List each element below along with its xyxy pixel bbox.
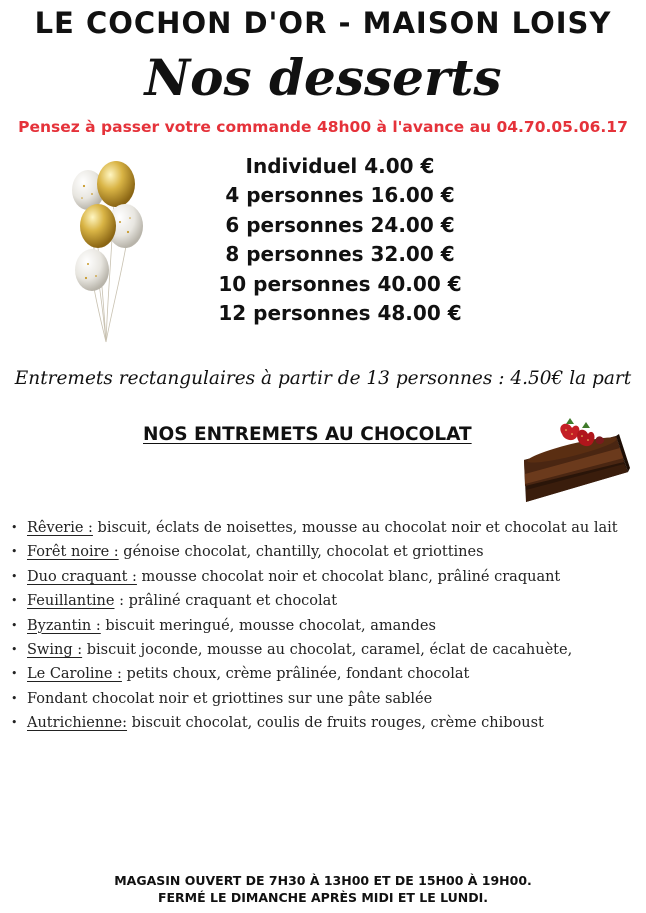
order-notice: Pensez à passer votre commande 48h00 à l'avance au 04.70.05.06.17 (18, 118, 628, 136)
dessert-name: Duo craquant : (27, 568, 137, 585)
list-item (11, 614, 624, 638)
list-item (11, 711, 624, 735)
dessert-name: Autrichienne: (27, 715, 128, 732)
balloons-icon (68, 160, 150, 345)
dessert-description: biscuit chocolat, coulis de fruits rouges, crème chiboust (127, 715, 544, 732)
list-item (11, 565, 624, 589)
list-item (11, 516, 624, 540)
dessert-description: : prâliné craquant et chocolat (114, 593, 338, 610)
dessert-description: petits choux, crème prâlinée, fondant chocolat (121, 666, 470, 683)
dessert-list (11, 516, 624, 736)
dessert-name: Forêt noire : (27, 544, 119, 561)
price-item: 6 personnes 24.00 € (225, 212, 455, 237)
section-heading: NOS ENTREMETS AU CHOCOLAT (143, 424, 472, 445)
bullet-icon: • (11, 716, 18, 730)
closing-days-line: FERMÉ LE DIMANCHE APRÈS MIDI ET LE LUNDI. (157, 890, 489, 905)
dessert-description: biscuit joconde, mousse au chocolat, caramel, éclat de cacahuète, (82, 642, 573, 659)
bullet-icon: • (11, 569, 18, 583)
dessert-description: biscuit meringué, mousse chocolat, amandes (100, 617, 436, 634)
bullet-icon: • (11, 594, 18, 608)
dessert-description: Fondant chocolat noir et griottines sur une pâte sablée (27, 690, 433, 707)
bullet-icon: • (11, 545, 18, 559)
price-item: 4 personnes 16.00 € (225, 183, 455, 208)
bullet-icon: • (11, 643, 18, 657)
list-item (11, 540, 624, 564)
list-item (11, 589, 624, 613)
list-item (11, 687, 624, 711)
dessert-name: Swing : (27, 642, 83, 659)
dessert-description: mousse chocolat noir et chocolat blanc, prâliné craquant (136, 568, 561, 585)
bullet-icon: • (11, 667, 18, 681)
rectangular-cakes-note: Entremets rectangulaires à partir de 13 personnes : 4.50€ la part (14, 368, 632, 389)
shop-name: LE COCHON D'OR - MAISON LOISY (34, 6, 612, 40)
dessert-name: Byzantin : (27, 617, 101, 634)
list-item (11, 638, 624, 662)
price-item: Individuel 4.00 € (245, 154, 435, 178)
list-item (11, 662, 624, 686)
chocolate-cake-icon (520, 414, 632, 504)
dessert-name: Rêverie : (27, 520, 93, 536)
dessert-name: Feuillantine (27, 593, 115, 610)
price-list (160, 152, 520, 328)
price-item: 12 personnes 48.00 € (218, 301, 462, 326)
bullet-icon: • (11, 691, 18, 705)
dessert-description: génoise chocolat, chantilly, chocolat et griottines (118, 544, 484, 561)
dessert-name: Le Caroline : (27, 666, 122, 683)
bullet-icon: • (11, 618, 18, 632)
opening-hours-line: MAGASIN OUVERT DE 7H30 À 13H00 ET DE 15H00 À 19H00. (114, 873, 532, 888)
bullet-icon: • (11, 521, 18, 534)
page-title: Nos desserts (144, 48, 502, 107)
price-item: 8 personnes 32.00 € (225, 242, 455, 267)
price-item: 10 personnes 40.00 € (218, 271, 462, 296)
opening-hours (0, 872, 646, 906)
dessert-description: biscuit, éclats de noisettes, mousse au chocolat noir et chocolat au lait (92, 520, 618, 536)
